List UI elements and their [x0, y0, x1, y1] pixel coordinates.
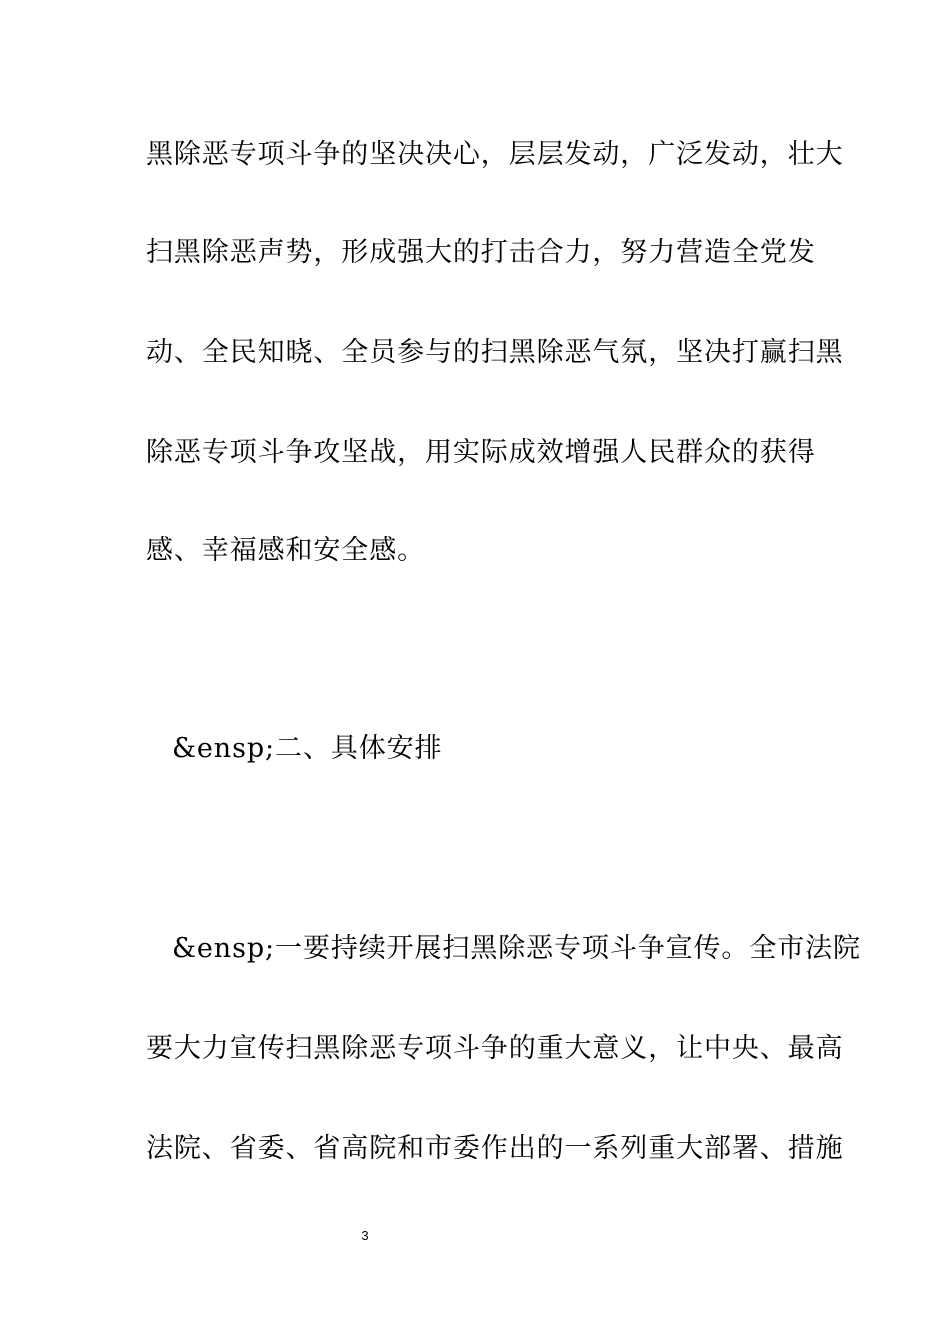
page-number: 3	[361, 1228, 369, 1243]
section-heading: &ensp;二、具体安排	[172, 733, 443, 764]
paragraph-2-line-1: &ensp;一要持续开展扫黑除恶专项斗争宣传。全市法院	[172, 933, 861, 964]
paragraph-2-line-3: 法院、省委、省高院和市委作出的一系列重大部署、措施	[146, 1133, 844, 1164]
paragraph-1-line-3: 动、全民知晓、全员参与的扫黑除恶气氛，坚决打赢扫黑	[146, 337, 844, 368]
paragraph-1-line-1: 黑除恶专项斗争的坚决决心，层层发动，广泛发动，壮大	[146, 139, 844, 170]
paragraph-2-line-2: 要大力宣传扫黑除恶专项斗争的重大意义，让中央、最高	[146, 1033, 844, 1064]
paragraph-1-line-5: 感、幸福感和安全感。	[146, 535, 425, 566]
paragraph-1-line-4: 除恶专项斗争攻坚战，用实际成效增强人民群众的获得	[146, 437, 816, 468]
paragraph-1-line-2: 扫黑除恶声势，形成强大的打击合力，努力营造全党发	[146, 237, 816, 268]
